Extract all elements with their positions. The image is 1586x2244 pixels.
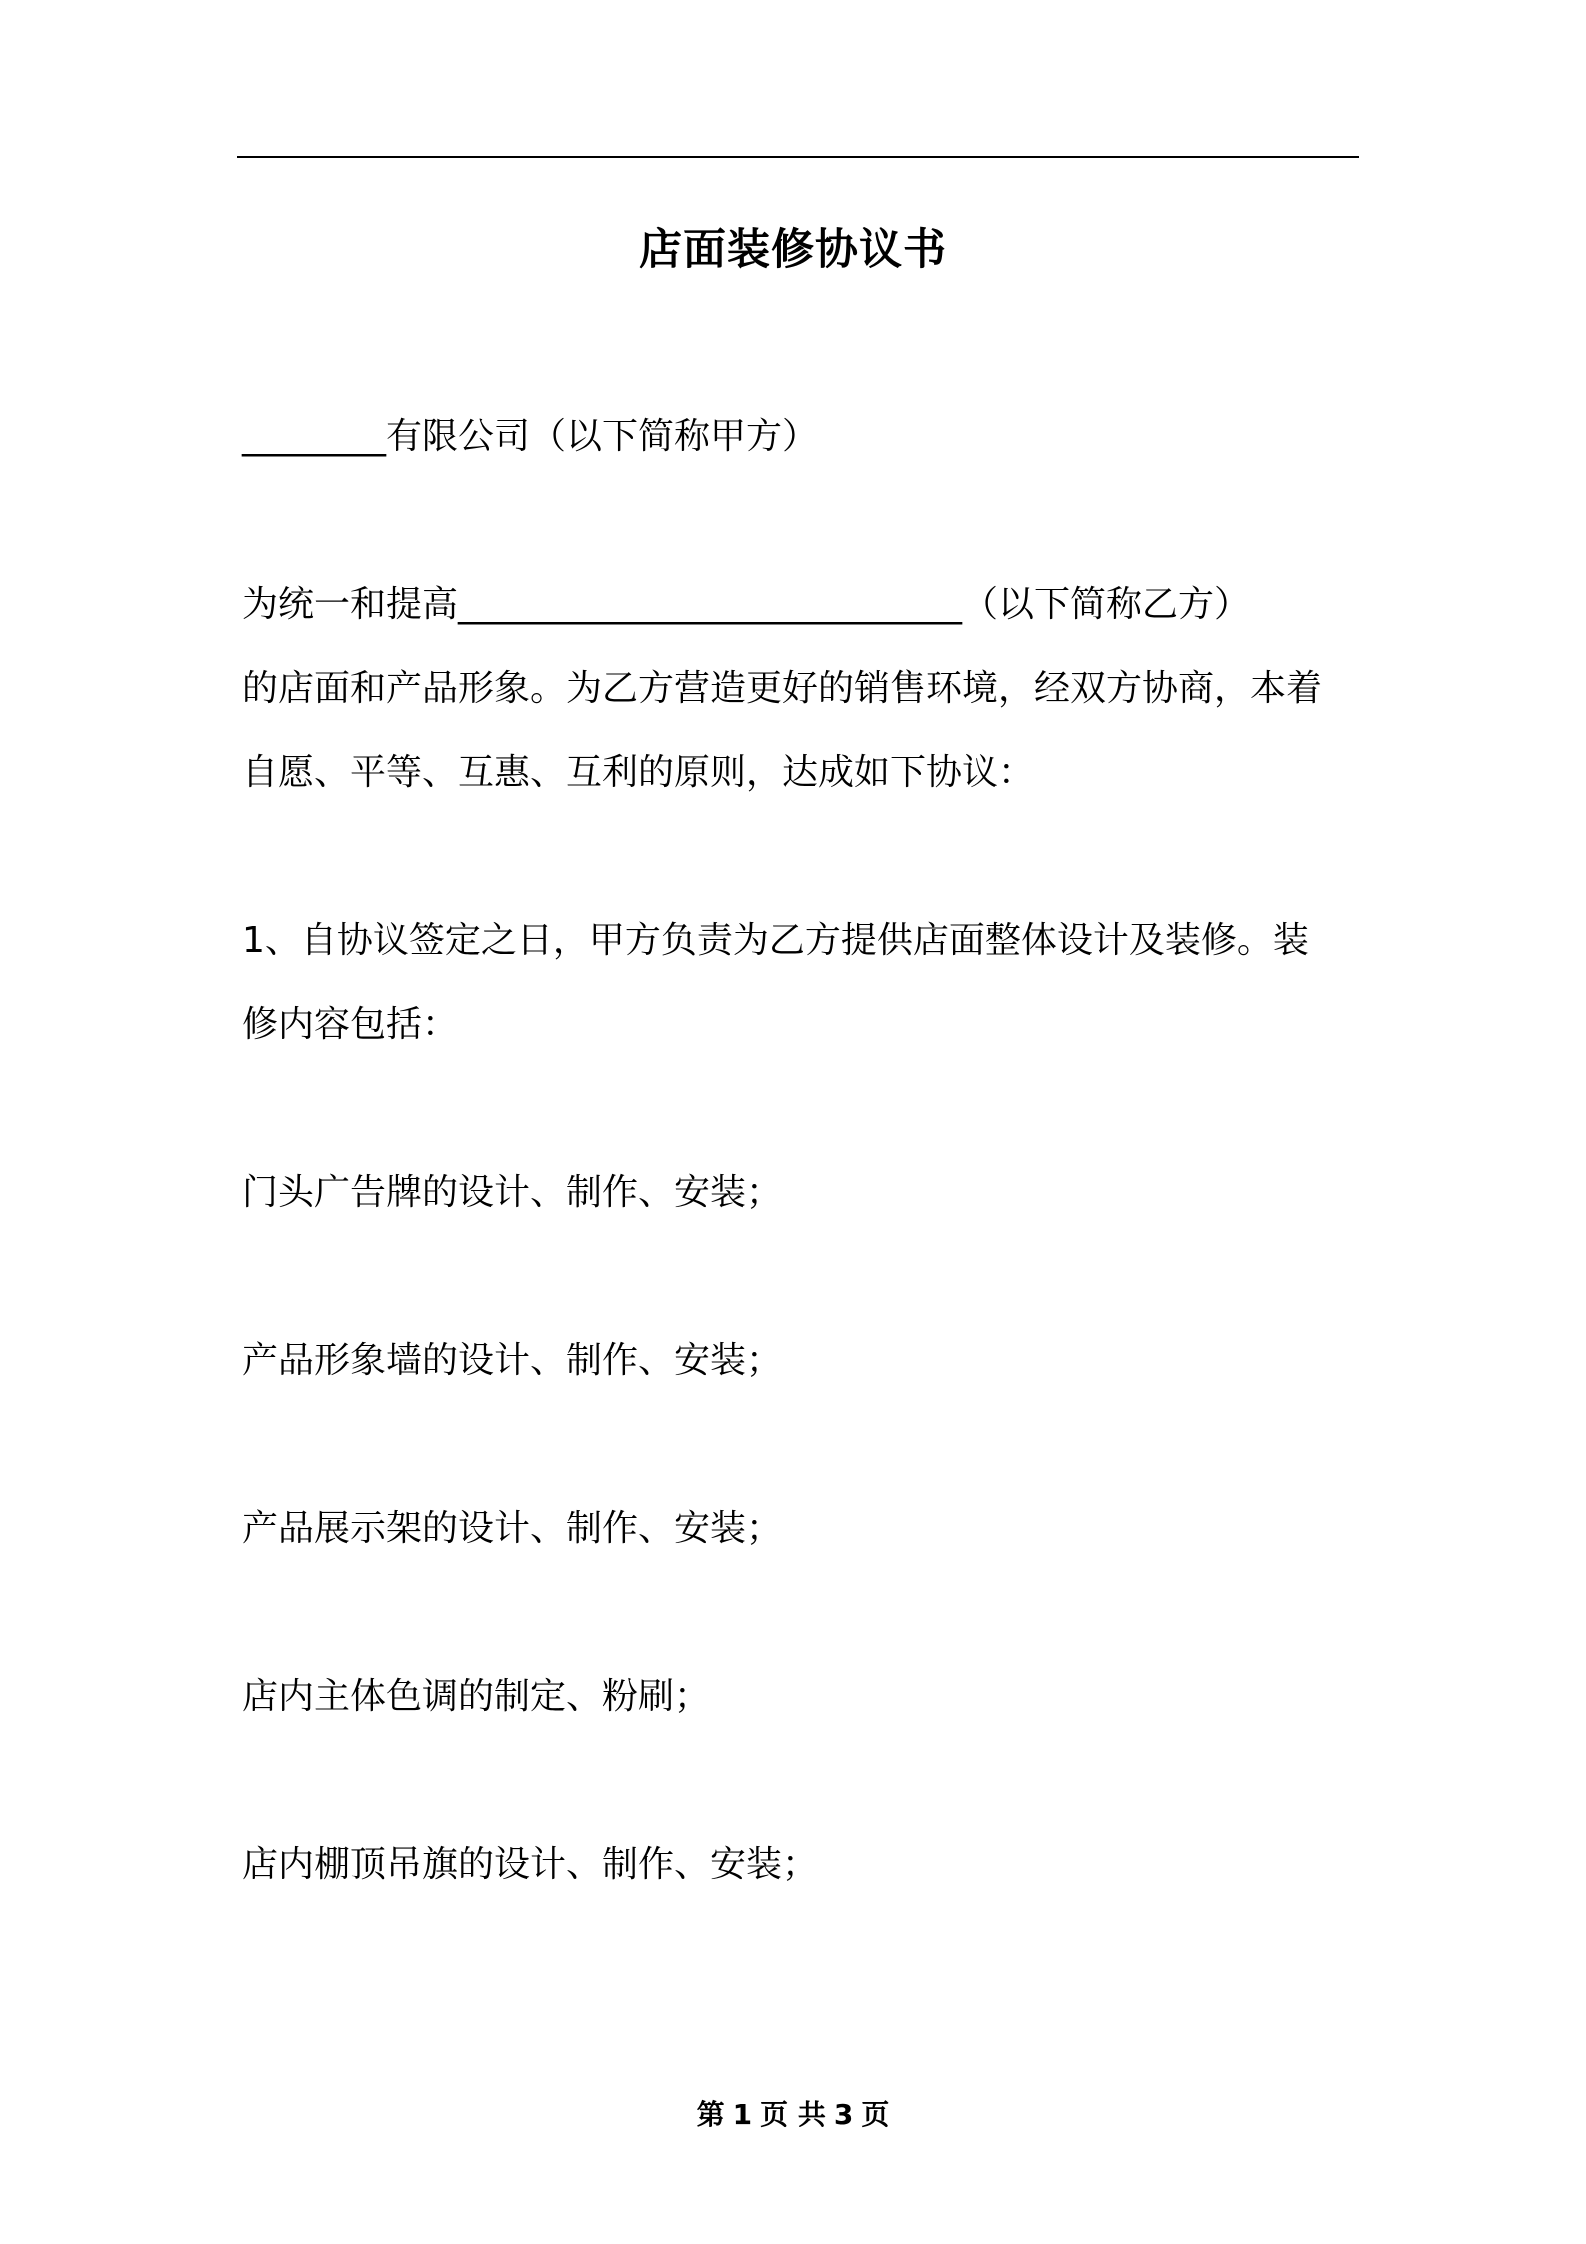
page-footer bbox=[0, 2095, 1586, 2135]
list-item: 产品形象墙的设计、制作、安装； bbox=[242, 1340, 783, 1381]
document-title: 店面装修协议书 bbox=[639, 225, 947, 275]
footer-total-pages: 3 bbox=[833, 2098, 854, 2131]
footer-prefix: 第 bbox=[696, 2098, 725, 2131]
clause-1-line-1: 1、自协议签定之日，甲方负责为乙方提供店面整体设计及装修。装 bbox=[242, 920, 1309, 961]
intro-line-1: 为统一和提高____________________________（以下简称乙方） bbox=[242, 584, 1251, 625]
party-a-line: ________有限公司（以下简称甲方） bbox=[242, 416, 819, 457]
footer-page-number: 1 bbox=[732, 2098, 753, 2131]
list-item: 店内棚顶吊旗的设计、制作、安装； bbox=[242, 1844, 819, 1885]
footer-suffix: 页 bbox=[861, 2098, 890, 2131]
intro-line-3: 自愿、平等、互惠、互利的原则，达成如下协议： bbox=[242, 752, 1035, 793]
list-item: 门头广告牌的设计、制作、安装； bbox=[242, 1172, 783, 1213]
footer-middle: 页 共 bbox=[760, 2098, 826, 2131]
header-rule bbox=[237, 156, 1359, 158]
list-item: 产品展示架的设计、制作、安装； bbox=[242, 1508, 783, 1549]
intro-line-2: 的店面和产品形象。为乙方营造更好的销售环境，经双方协商，本着 bbox=[242, 668, 1323, 709]
list-item: 店内主体色调的制定、粉刷； bbox=[242, 1676, 711, 1717]
clause-1-line-2: 修内容包括： bbox=[242, 1004, 459, 1045]
